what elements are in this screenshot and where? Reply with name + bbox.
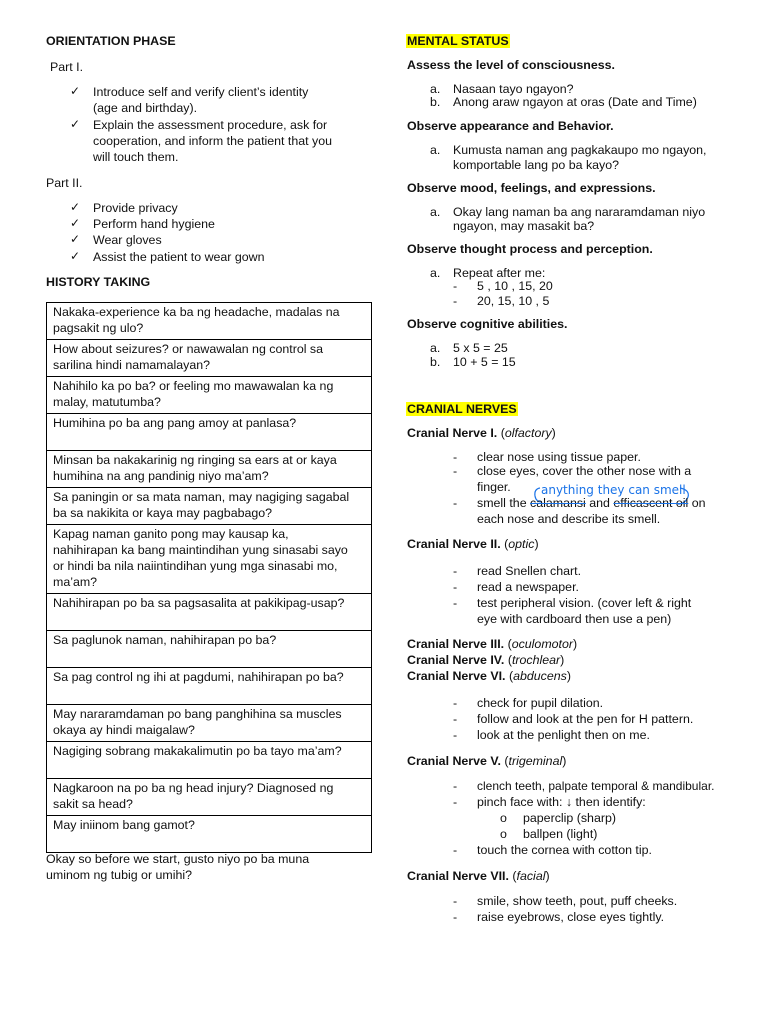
part2-item: Wear gloves <box>93 233 162 247</box>
sub-item: 20, 15, 10 , 5 <box>477 294 550 308</box>
dash-marker: - <box>453 728 458 742</box>
list-marker: a. <box>430 341 441 355</box>
cell-line: Sa paglunok naman, nahihirapan po ba? <box>53 633 277 647</box>
cn346-item: look at the penlight then on me. <box>477 728 650 742</box>
cell-line: okaya ay hindi maigalaw? <box>53 723 195 737</box>
check-icon: ✓ <box>70 216 81 230</box>
part1-item: cooperation, and inform the patient that you <box>93 134 333 148</box>
check-icon: ✓ <box>70 117 81 131</box>
cn1-item: each nose and describe its smell. <box>477 512 661 526</box>
cn2-item: test peripheral vision. (cover left & right <box>477 596 692 610</box>
cn5-sub-item: paperclip (sharp) <box>523 811 616 825</box>
cn2-item: read a newspaper. <box>477 580 579 594</box>
history-heading: HISTORY TAKING <box>46 275 151 289</box>
table-cell <box>47 668 372 705</box>
table-cell <box>47 303 372 340</box>
part2-item: Provide privacy <box>93 201 178 215</box>
cranial-nerves-heading: CRANIAL NERVES <box>407 402 517 416</box>
cn1-item: finger. <box>477 480 511 494</box>
part2-item: Assist the patient to wear gown <box>93 250 265 264</box>
part1-item: Explain the assessment procedure, ask for <box>93 118 328 132</box>
cn346-item: follow and look at the pen for H pattern. <box>477 712 694 726</box>
orientation-heading: ORIENTATION PHASE <box>46 34 176 48</box>
part1-item: will touch them. <box>93 150 179 164</box>
table-cell <box>47 377 372 414</box>
table-row <box>47 525 372 594</box>
table-row <box>47 377 372 414</box>
table-cell <box>47 816 372 853</box>
list-marker: a. <box>430 82 441 96</box>
list-item: ngayon, may masakit ba? <box>453 219 595 233</box>
part1-item: (age and birthday). <box>93 101 198 115</box>
cn1-item: clear nose using tissue paper. <box>477 450 641 464</box>
bullet-marker: o <box>500 827 507 841</box>
dash-marker: - <box>453 910 458 924</box>
thought-heading: Observe thought process and perception. <box>407 242 653 256</box>
cn7-item: smile, show teeth, pout, puff cheeks. <box>477 894 678 908</box>
list-marker: a. <box>430 205 441 219</box>
table-cell <box>47 525 372 594</box>
dash-marker: - <box>453 779 458 793</box>
table-row <box>47 742 372 779</box>
cn5-item: clench teeth, palpate temporal & mandibular. <box>477 779 715 793</box>
table-row <box>47 779 372 816</box>
cn2-item: read Snellen chart. <box>477 564 582 578</box>
closing-line: uminom ng tubig or umihi? <box>46 868 193 882</box>
cell-line: Minsan ba nakakarinig ng ringing sa ears at or kaya <box>53 453 337 467</box>
table-row <box>47 488 372 525</box>
table-row <box>47 705 372 742</box>
dash-marker: - <box>453 464 458 478</box>
table-cell <box>47 705 372 742</box>
list-marker: a. <box>430 266 441 280</box>
cell-line: pagsakit ng ulo? <box>53 321 144 335</box>
cell-line: nahihirapan ka bang maintindihan yung sinasabi sayo <box>53 543 348 557</box>
list-marker: b. <box>430 355 441 369</box>
cn2-item: eye with cardboard then use a pen) <box>477 612 672 626</box>
cn1-item: close eyes, cover the other nose with a <box>477 464 692 478</box>
part1-item: Introduce self and verify client’s identity <box>93 85 309 99</box>
dash-marker: - <box>453 795 458 809</box>
dash-marker: - <box>453 279 458 293</box>
table-row <box>47 451 372 488</box>
cn7-heading: Cranial Nerve VII. (facial) <box>407 869 550 883</box>
dash-marker: - <box>453 294 458 308</box>
list-item: Okay lang naman ba ang nararamdaman niyo <box>453 205 706 219</box>
handwritten-note: anything they can smell <box>541 483 686 497</box>
closing-line: Okay so before we start, gusto niyo po ba muna <box>46 852 310 866</box>
list-item: 10 + 5 = 15 <box>453 355 516 369</box>
consciousness-heading: Assess the level of consciousness. <box>407 58 615 72</box>
list-marker: a. <box>430 143 441 157</box>
dash-marker: - <box>453 894 458 908</box>
cell-line: sarilina hindi namamalayan? <box>53 358 211 372</box>
dash-marker: - <box>453 712 458 726</box>
cell-line: Nahihirapan po ba sa pagsasalita at pakikipag-usap? <box>53 596 345 610</box>
mood-heading: Observe mood, feelings, and expressions. <box>407 181 656 195</box>
cn4-heading: Cranial Nerve IV. (trochlear) <box>407 653 565 667</box>
cn6-heading: Cranial Nerve VI. (abducens) <box>407 669 571 683</box>
check-icon: ✓ <box>70 200 81 214</box>
cell-line: ma’am? <box>53 575 98 589</box>
sub-item: 5 , 10 , 15, 20 <box>477 279 553 293</box>
table-row <box>47 303 372 340</box>
cell-line: May nararamdaman po bang panghihina sa muscles <box>53 707 342 721</box>
cell-line: Nagkaroon na po ba ng head injury? Diagnosed ng <box>53 781 334 795</box>
check-icon: ✓ <box>70 249 81 263</box>
list-item: Nasaan tayo ngayon? <box>453 82 574 96</box>
table-cell <box>47 488 372 525</box>
cell-line: humihina na ang pandinig niyo ma’am? <box>53 469 269 483</box>
table-cell <box>47 631 372 668</box>
dash-marker: - <box>453 580 458 594</box>
bullet-marker: o <box>500 811 507 825</box>
part2-label: Part II. <box>46 176 83 190</box>
dash-marker: - <box>453 596 458 610</box>
cn5-item: pinch face with: ↓ then identify: <box>477 795 646 809</box>
cn7-item: raise eyebrows, close eyes tightly. <box>477 910 665 924</box>
appearance-heading: Observe appearance and Behavior. <box>407 119 614 133</box>
cell-line: Sa paningin or sa mata naman, may nagiging sagabal <box>53 490 350 504</box>
cell-line: Sa pag control ng ihi at pagdumi, nahihirapan po ba? <box>53 670 344 684</box>
dash-marker: - <box>453 496 458 510</box>
cognitive-heading: Observe cognitive abilities. <box>407 317 568 331</box>
table-cell <box>47 779 372 816</box>
cn5-sub-item: ballpen (light) <box>523 827 598 841</box>
check-icon: ✓ <box>70 84 81 98</box>
part1-label: Part I. <box>50 60 84 74</box>
check-icon: ✓ <box>70 232 81 246</box>
cell-line: ba sa nakikita or kaya may pagbabago? <box>53 506 273 520</box>
table-row <box>47 414 372 451</box>
cell-line: Nagiging sobrang makakalimutin po ba tayo ma’am? <box>53 744 342 758</box>
cn2-heading: Cranial Nerve II. (optic) <box>407 537 539 551</box>
dash-marker: - <box>453 564 458 578</box>
cell-line: or hindi ba nila naiintindihan yung mga sinasabi mo, <box>53 559 338 573</box>
cell-line: malay, matutumba? <box>53 395 161 409</box>
dash-marker: - <box>453 696 458 710</box>
list-item: komportable lang po ba kayo? <box>453 158 620 172</box>
cn5-item: touch the cornea with cotton tip. <box>477 843 652 857</box>
cell-line: sakit sa head? <box>53 797 133 811</box>
table-cell <box>47 594 372 631</box>
list-item: Anong araw ngayon at oras (Date and Time) <box>453 95 697 109</box>
cn1-heading: Cranial Nerve I. (olfactory) <box>407 426 556 440</box>
mental-status-heading: MENTAL STATUS <box>407 34 509 48</box>
cn3-heading: Cranial Nerve III. (oculomotor) <box>407 637 578 651</box>
cn1-smell-line: smell the calamansi and efficascent oil on <box>477 496 706 510</box>
cell-line: How about seizures? or nawawalan ng control sa <box>53 342 323 356</box>
table-row <box>47 816 372 853</box>
table-row <box>47 340 372 377</box>
table-cell <box>47 742 372 779</box>
history-table <box>46 302 372 853</box>
list-marker: b. <box>430 95 441 109</box>
list-item: Kumusta naman ang pagkakaupo mo ngayon, <box>453 143 707 157</box>
list-item: 5 x 5 = 25 <box>453 341 508 355</box>
dash-marker: - <box>453 843 458 857</box>
table-row <box>47 594 372 631</box>
cell-line: May iniinom bang gamot? <box>53 818 195 832</box>
table-row <box>47 668 372 705</box>
cell-line: Nahihilo ka po ba? or feeling mo mawawalan ka ng <box>53 379 334 393</box>
cell-line: Nakaka-experience ka ba ng headache, madalas na <box>53 305 340 319</box>
table-row <box>47 631 372 668</box>
list-item: Repeat after me: <box>453 266 546 280</box>
cell-line: Kapag naman ganito pong may kausap ka, <box>53 527 289 541</box>
dash-marker: - <box>453 450 458 464</box>
table-cell <box>47 340 372 377</box>
cell-line: Humihina po ba ang pang amoy at panlasa? <box>53 416 297 430</box>
cn346-item: check for pupil dilation. <box>477 696 604 710</box>
table-cell <box>47 451 372 488</box>
part2-item: Perform hand hygiene <box>93 217 215 231</box>
cn5-heading: Cranial Nerve V. (trigeminal) <box>407 754 567 768</box>
table-cell <box>47 414 372 451</box>
